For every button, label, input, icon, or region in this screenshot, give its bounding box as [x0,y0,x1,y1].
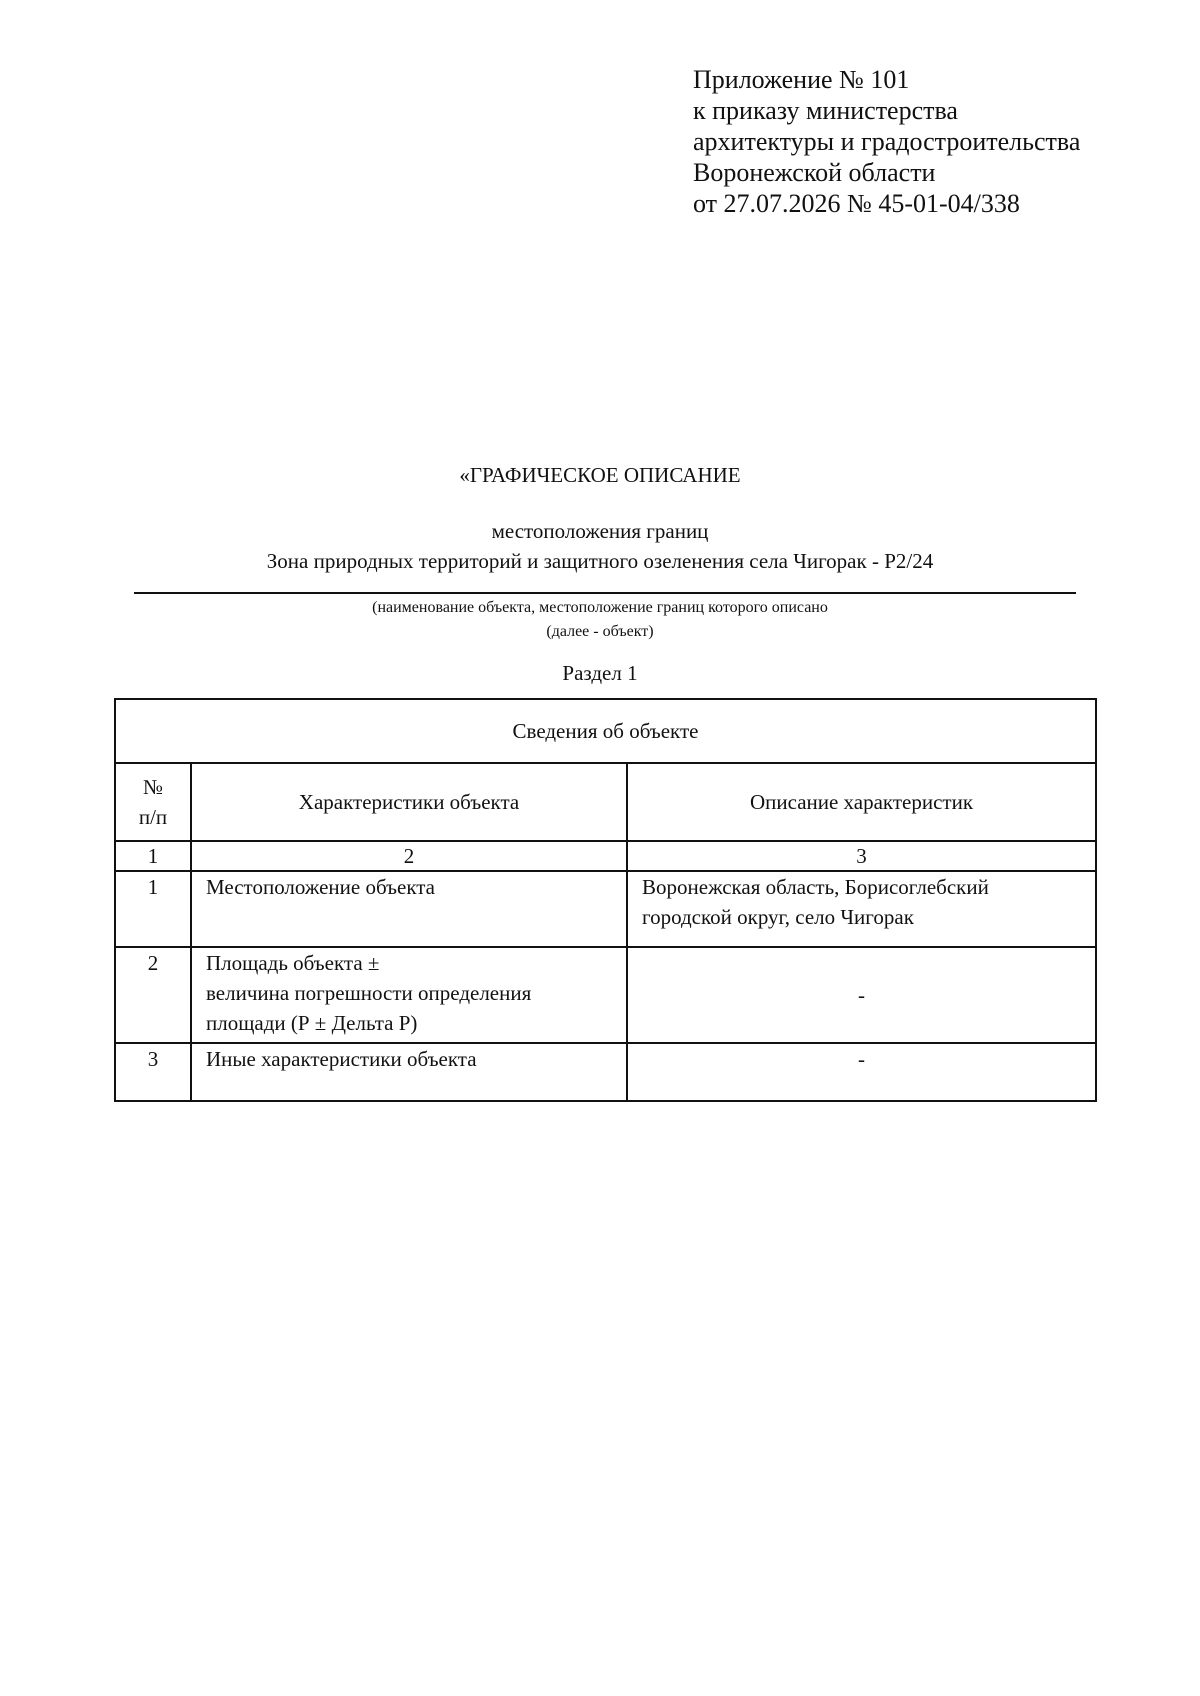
table-caption-row [115,699,1096,763]
row-description: - [627,947,1096,1043]
row-description [627,871,1096,947]
appendix-line: к приказу министерства [693,96,958,125]
table-row [115,871,1096,947]
row-characteristic [191,871,627,947]
column-number-row [115,841,1096,871]
row-number: 2 [115,947,191,1043]
cell-line: Воронежская область, Борисоглебский [642,875,989,899]
column-number: 2 [191,841,627,871]
section-heading: Раздел 1 [562,661,638,685]
document-subtitle [0,516,1200,576]
header-number-line: п/п [138,805,168,829]
object-info-table [114,698,1097,1102]
header-number-line: № [142,775,164,799]
row-number: 3 [115,1043,191,1101]
cell-line: Площадь объекта ± [206,951,380,975]
table-header-row [115,763,1096,841]
appendix-line: архитектуры и градостроительства [693,127,1081,156]
row-description: - [627,1043,1096,1101]
header-characteristic: Характеристики объекта [191,763,627,841]
cell-line: Иные характеристики объекта [206,1047,477,1071]
document-title: «ГРАФИЧЕСКОЕ ОПИСАНИЕ [459,463,741,487]
appendix-line: Воронежской области [693,158,936,187]
column-number: 3 [627,841,1096,871]
column-number: 1 [115,841,191,871]
appendix-block [693,64,1173,219]
row-number: 1 [115,871,191,947]
cell-line: величина погрешности определения [206,981,532,1005]
subtitle-line: местоположения границ [491,519,709,543]
cell-line: Местоположение объекта [206,875,436,899]
table-row [115,947,1096,1043]
note-line: (далее - объект) [546,623,654,640]
table-caption: Сведения об объекте [115,699,1096,763]
table-row [115,1043,1096,1101]
header-number [115,763,191,841]
object-name: Зона природных территорий и защитного озеленения села Чигорак - Р2/24 [266,549,934,573]
object-name-note [0,596,1200,644]
note-line: (наименование объекта, местоположение границ которого описано [372,599,828,616]
underline-divider [134,592,1076,594]
row-characteristic [191,1043,627,1101]
row-characteristic [191,947,627,1043]
appendix-line: от 27.07.2026 № 45-01-04/338 [693,189,1020,218]
cell-line: городской округ, село Чигорак [642,905,914,929]
cell-line: площади (Р ± Дельта Р) [206,1011,418,1035]
appendix-line: Приложение № 101 [693,65,910,94]
header-description: Описание характеристик [627,763,1096,841]
